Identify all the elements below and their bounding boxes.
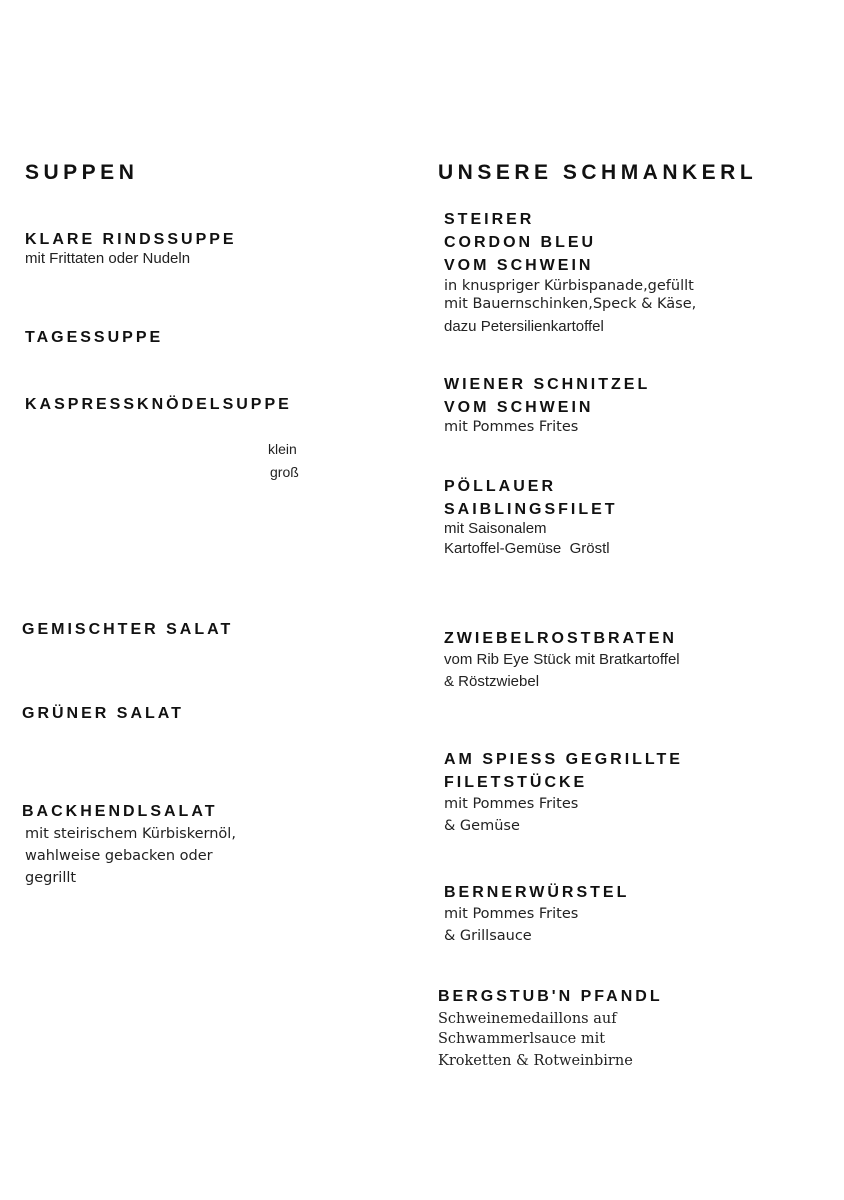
dish-description-line: & Gemüse bbox=[444, 818, 520, 834]
dish-description-line: Schweinemedaillons auf bbox=[438, 1011, 617, 1027]
dish-description-line: mit Saisonalem bbox=[444, 520, 547, 537]
dish-description-line: mit Bauernschinken,Speck & Käse, bbox=[444, 296, 697, 312]
menu-item-klare-rindssuppe bbox=[25, 228, 237, 270]
dish-description-line: mit Pommes Frites bbox=[444, 796, 579, 812]
dish-name-line: PÖLLAUER bbox=[444, 478, 556, 495]
dish-name-line: SAIBLINGSFILET bbox=[444, 501, 618, 518]
menu-item-backhendlsalat bbox=[22, 800, 236, 889]
dish-description-line: in knuspriger Kürbispanade,gefüllt bbox=[444, 278, 694, 294]
dish-description-line: mit steirischem Kürbiskernöl, bbox=[25, 826, 236, 842]
dish-name: KLARE RINDSSUPPE bbox=[25, 231, 237, 248]
dish-name-line: STEIRER bbox=[444, 211, 535, 228]
dish-description-line: mit Pommes Frites bbox=[444, 906, 579, 922]
dish-description-line: dazu Petersilienkartoffel bbox=[444, 318, 604, 335]
menu-item-spiess-filetstuecke bbox=[444, 748, 683, 837]
dish-description-line: Kroketten & Rotweinbirne bbox=[438, 1053, 633, 1069]
dish-name-line: WIENER SCHNITZEL bbox=[444, 376, 651, 393]
dish-description-line: & Röstzwiebel bbox=[444, 673, 540, 690]
soups-section-title: SUPPEN bbox=[25, 161, 139, 184]
menu-item-gruener-salat: GRÜNER SALAT bbox=[22, 705, 184, 722]
menu-item-wiener-schnitzel bbox=[444, 373, 650, 438]
dish-name-line: VOM SCHWEIN bbox=[444, 257, 594, 274]
menu-item-bernerwuerstel bbox=[444, 881, 629, 947]
dish-name: BACKHENDLSALAT bbox=[22, 803, 218, 820]
dish-name-line: CORDON BLEU bbox=[444, 234, 597, 251]
menu-item-cordon-bleu bbox=[444, 208, 696, 338]
menu-item-poellauer-saiblingsfilet bbox=[444, 475, 618, 559]
dish-description-line: mit Pommes Frites bbox=[444, 419, 579, 435]
specialties-section-title: UNSERE SCHMANKERL bbox=[438, 161, 758, 184]
dish-description-line: vom Rib Eye Stück mit Bratkartoffel bbox=[444, 651, 680, 668]
menu-item-bergstubn-pfandl bbox=[438, 985, 663, 1071]
dish-description-line: wahlweise gebacken oder bbox=[25, 848, 213, 864]
menu-item-tagessuppe: TAGESSUPPE bbox=[25, 329, 164, 346]
menu-item-kaspressknoedelsuppe: KASPRESSKNÖDELSUPPE bbox=[25, 396, 292, 413]
dish-description-line: & Grillsauce bbox=[444, 928, 532, 944]
dish-description-line: Schwammerlsauce mit bbox=[438, 1031, 606, 1047]
size-large-label: groß bbox=[270, 464, 299, 480]
dish-name-line: ZWIEBELROSTBRATEN bbox=[444, 630, 677, 647]
size-small-label: klein bbox=[268, 441, 297, 457]
dish-description: mit Frittaten oder Nudeln bbox=[25, 250, 191, 267]
dish-description-line: gegrillt bbox=[25, 870, 77, 886]
dish-name-line: FILETSTÜCKE bbox=[444, 774, 588, 791]
menu-item-zwiebelrostbraten bbox=[444, 627, 680, 693]
dish-name-line: VOM SCHWEIN bbox=[444, 399, 594, 416]
dish-description-line: Kartoffel-Gemüse Gröstl bbox=[444, 540, 610, 557]
dish-name-line: AM SPIESS GEGRILLTE bbox=[444, 751, 683, 768]
dish-name-line: BERGSTUB'N PFANDL bbox=[438, 988, 663, 1005]
menu-item-gemischter-salat: GEMISCHTER SALAT bbox=[22, 621, 234, 638]
dish-name-line: BERNERWÜRSTEL bbox=[444, 884, 630, 901]
